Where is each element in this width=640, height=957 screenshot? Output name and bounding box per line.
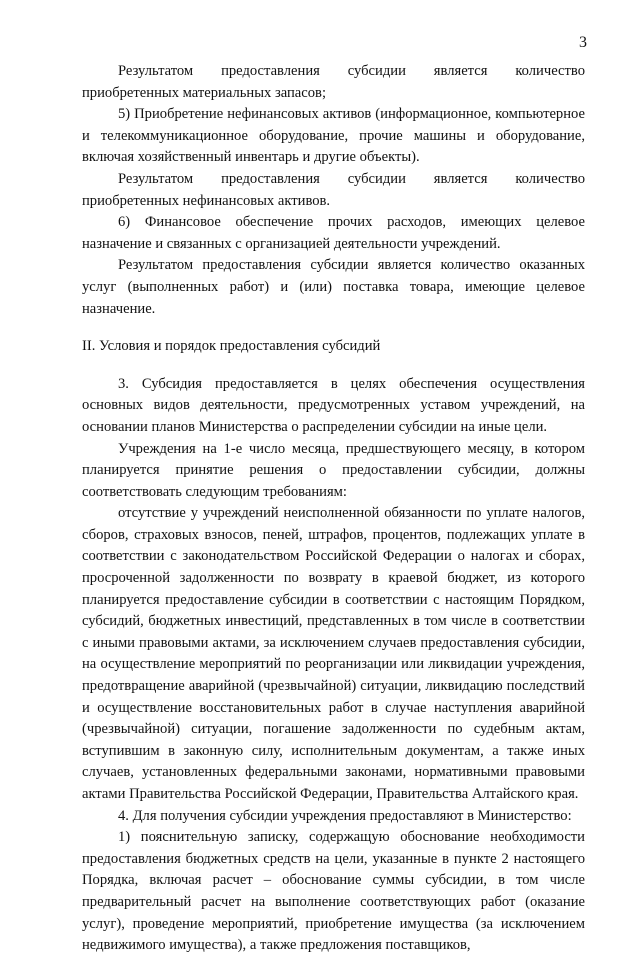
section-heading: II. Условия и порядок предоставления субсидий — [82, 338, 381, 355]
paragraph: Результатом предоставления субсидии является количество приобретенных нефинансовых активов. — [82, 170, 585, 209]
paragraph: отсутствие у учреждений неисполненной обязанности по уплате налогов, сборов, страховых взносов, пеней, штрафов, процентов, подлежащих уплате в соответствии с законодательством Российской Федерации о налогах и сборах, просроченной задолженности по возврату в краевой бюджет, из которого планируется предоставление субсидии в соответствии с настоящим Порядком, субсидий, бюджетных инвестиций, представленных в том числе в соответствии с иными правовыми актами, за исключением случаев предоставления субсидии, на осуществление мероприятий по реорганизации или ликвидации учреждения, предотвращение аварийной (чрезвычайной) ситуации, ликвидацию последствий и осуществление восстановительных работ в случае наступления аварийной (чрезвычайной) ситуации, погашение задолженности по судебным актам, вступившим в законную силу, исполнительным документам, а также иных случаев, установленных федеральными законами, нормативными правовыми актами Правительства Российской Федерации, Правительства Алтайского края. — [82, 505, 585, 802]
document-body — [82, 61, 585, 957]
paragraph: 5) Приобретение нефинансовых активов (информационное, компьютерное и телекоммуникационное оборудование, прочие машины и оборудование, включая хозяйственный инвентарь и другие объекты). — [82, 106, 585, 166]
paragraph: 4. Для получения субсидии учреждения предоставляют в Министерство: — [118, 807, 572, 824]
paragraph: Результатом предоставления субсидии является количество оказанных услуг (выполненных работ) и (или) поставка товара, имеющие целевое назначение. — [82, 257, 585, 317]
page-number: 3 — [579, 34, 587, 51]
paragraph: Результатом предоставления субсидии является количество приобретенных материальных запасов; — [82, 63, 585, 101]
paragraph: 6) Финансовое обеспечение прочих расходов, имеющих целевое назначение и связанных с организацией деятельности учреждений. — [82, 214, 585, 252]
paragraph: 1) пояснительную записку, содержащую обоснование необходимости предоставления бюджетных средств на цели, указанные в пункте 2 настоящего Порядка, включая расчет – обоснование суммы субсидии, в том числе предварительный расчет на выполнение соответствующих работ (оказание услуг), проведение мероприятий, приобретение имущества (за исключением недвижимого имущества), а также предложения поставщиков, — [82, 829, 585, 954]
paragraph: 3. Субсидия предоставляется в целях обеспечения осуществления основных видов деятельности, предусмотренных уставом учреждений, на основании планов Министерства о распределении субсидии на иные цели. — [82, 375, 585, 435]
paragraph: Учреждения на 1-е число месяца, предшествующего месяцу, в котором планируется принятие решения о предоставлении субсидии, должны соответствовать следующим требованиям: — [82, 440, 585, 500]
